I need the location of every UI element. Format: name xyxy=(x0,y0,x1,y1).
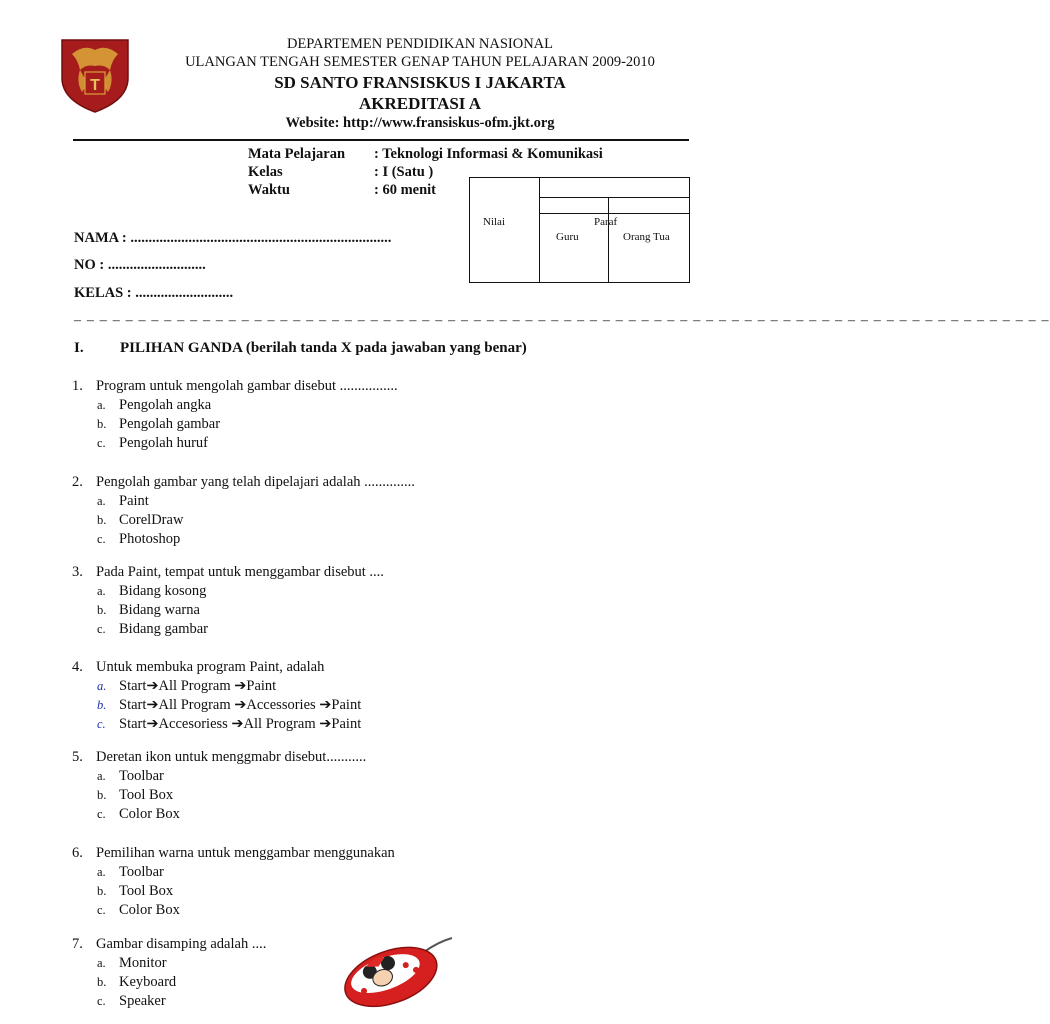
score-orang-tua-label: Orang Tua xyxy=(623,231,670,243)
student-class-field[interactable]: KELAS : ........................... xyxy=(74,285,234,301)
section-number: I. xyxy=(74,340,84,356)
score-table xyxy=(469,177,690,283)
time-value: : 60 menit xyxy=(374,182,437,198)
question-3: 3. Pada Paint, tempat untuk menggambar disebut .... xyxy=(72,564,384,580)
option-2c[interactable]: c. Photoshop xyxy=(97,531,181,547)
option-3a[interactable]: a. Bidang kosong xyxy=(97,583,207,599)
option-4c[interactable]: c. Start➔Accesoriess ➔All Program ➔Paint xyxy=(97,716,362,732)
option-2b[interactable]: b. CorelDraw xyxy=(97,512,184,528)
question-4: 4. Untuk membuka program Paint, adalah xyxy=(72,659,325,675)
option-4a[interactable]: a. Start➔All Program ➔Paint xyxy=(97,678,277,694)
question-5: 5. Deretan ikon untuk menggmabr disebut........... xyxy=(72,749,367,765)
option-6a[interactable]: a. Toolbar xyxy=(97,864,164,880)
subject-value: : Teknologi Informasi & Komunikasi xyxy=(374,146,603,162)
header-department: DEPARTEMEN PENDIDIKAN NASIONAL xyxy=(286,36,554,52)
option-3c[interactable]: c. Bidang gambar xyxy=(97,621,208,637)
question-6: 6. Pemilihan warna untuk menggambar menggunakan xyxy=(72,845,395,861)
option-6c[interactable]: c. Color Box xyxy=(97,902,180,918)
section-title: PILIHAN GANDA (berilah tanda X pada jawaban yang benar) xyxy=(120,340,527,356)
header-divider xyxy=(73,139,689,141)
option-7a[interactable]: a. Monitor xyxy=(97,955,167,971)
option-1c[interactable]: c. Pengolah huruf xyxy=(97,435,208,451)
question-1: 1. Program untuk mengolah gambar disebut ................ xyxy=(72,378,398,394)
score-paraf-label: Paraf xyxy=(594,216,618,228)
mouse-icon xyxy=(338,934,456,1006)
question-2: 2. Pengolah gambar yang telah dipelajari adalah .............. xyxy=(72,474,415,490)
header-website: Website: http://www.fransiskus-ofm.jkt.org xyxy=(285,115,555,131)
subject-label: Mata Pelajaran xyxy=(248,146,346,162)
option-1a[interactable]: a. Pengolah angka xyxy=(97,397,212,413)
option-5a[interactable]: a. Toolbar xyxy=(97,768,164,784)
option-7c[interactable]: c. Speaker xyxy=(97,993,166,1009)
option-4b[interactable]: b. Start➔All Program ➔Accessories ➔Paint xyxy=(97,697,362,713)
header-accreditation: AKREDITASI A xyxy=(358,94,482,113)
option-1b[interactable]: b. Pengolah gambar xyxy=(97,416,221,432)
class-label: Kelas xyxy=(248,164,283,180)
option-2a[interactable]: a. Paint xyxy=(97,493,149,509)
option-6b[interactable]: b. Tool Box xyxy=(97,883,174,899)
score-nilai-label: Nilai xyxy=(483,216,505,228)
option-5b[interactable]: b. Tool Box xyxy=(97,787,174,803)
dashed-separator: – – – – – – – – – – – – – – – – – – – – – – – – – – – – – – – – – – – – – – – – – – – – – – – – – – – – – – – – – – – – – – – – – – – – – – – – – – – – xyxy=(74,313,1050,328)
option-5c[interactable]: c. Color Box xyxy=(97,806,180,822)
student-name-field[interactable]: NAMA : ........................................................................ xyxy=(74,230,392,246)
option-3b[interactable]: b. Bidang warna xyxy=(97,602,200,618)
time-label: Waktu xyxy=(248,182,290,198)
school-crest-icon xyxy=(58,34,132,114)
header-exam-title: ULANGAN TENGAH SEMESTER GENAP TAHUN PELAJARAN 2009-2010 xyxy=(185,54,655,70)
question-7: 7. Gambar disamping adalah .... xyxy=(72,936,267,952)
score-guru-label: Guru xyxy=(556,231,579,243)
class-value: : I (Satu ) xyxy=(374,164,434,180)
student-no-field[interactable]: NO : ........................... xyxy=(74,257,206,273)
svg-text:T: T xyxy=(90,77,100,94)
option-7b[interactable]: b. Keyboard xyxy=(97,974,177,990)
header-school-name: SD SANTO FRANSISKUS I JAKARTA xyxy=(274,73,566,92)
